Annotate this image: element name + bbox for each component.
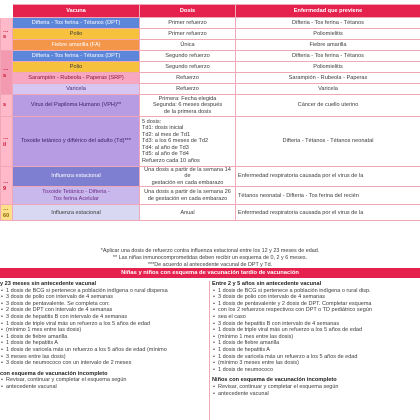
dose-cell <box>140 187 236 205</box>
disease-cell: Cáncer de cuello uterino <box>236 95 420 117</box>
dose-line: Td4: al año de Td3 <box>142 144 189 151</box>
list-item: • 3 dosis de hepatitis B con intervalo de 4 semanas <box>0 314 206 321</box>
age-label: …9 <box>3 179 9 192</box>
dose-list <box>212 384 418 397</box>
vaccine-line: Toxoide Tetánico - Difteria - <box>42 189 110 196</box>
late-schedule-left-column <box>0 281 206 391</box>
late-schedule-right-column <box>212 281 418 397</box>
section-banner: Niñas y niños con esquema de vacunación tardío de vacunación <box>0 268 420 278</box>
dose-list <box>0 288 206 367</box>
disease-cell: Difteria - Tos ferina - Tétanos <box>236 51 420 62</box>
section-heading: Entre 2 y 5 años sin antecedente vacunal <box>212 281 322 287</box>
dose-cell: Única <box>140 40 236 51</box>
list-item: • (mínimo 3 meses entre las dosis) <box>212 360 418 367</box>
dose-cell: Primer refuerzo <box>140 18 236 29</box>
header-vaccine: Vacuna <box>13 5 140 18</box>
list-item: • antecedente vacunal <box>0 384 206 391</box>
disease-cell: Varicela <box>236 84 420 95</box>
dose-line: Td2: al mes de Td1 <box>142 131 191 138</box>
footnotes <box>0 248 420 269</box>
age-group-cell <box>1 167 13 205</box>
footnote: ***De acuerdo al antecedente vacunal de DPT y Td. <box>147 262 273 268</box>
disease-cell: Difteria - Tétanos - Tétanos neonatal <box>236 117 420 167</box>
dose-line: de la primera dosis <box>163 108 212 115</box>
header-dose: Dosis <box>140 5 236 18</box>
disease-cell: Poliomielitis <box>236 62 420 73</box>
dose-line: Una dosis a partir de la semana 14 de <box>144 167 231 180</box>
list-item: • 1 dosis de hepatitis A <box>212 347 418 354</box>
disease-cell: Sarampión - Rubeola - Paperas <box>236 73 420 84</box>
dose-cell: Primer refuerzo <box>140 29 236 40</box>
section-heading: con esquema de vacunación incompleto <box>0 370 108 377</box>
column-divider <box>209 281 210 420</box>
list-item: • 1 dosis de pentavalente y 2 dosis de DPT. Completar esquema <box>212 301 418 308</box>
list-item: • 3 meses entre las dosis) <box>0 354 206 361</box>
footnote: ** Las niñas inmunocomprometidas deben recibir un esquema de 0, 2 y 6 meses. <box>112 255 308 261</box>
disease-cell: Fiebre amarilla <box>236 40 420 51</box>
dose-line: Td3: a los 6 meses de Td2 <box>142 138 209 145</box>
list-item: • 1 dosis de neumococo <box>212 367 418 374</box>
dose-line: Una dosis a partir de la semana 26 <box>144 189 231 196</box>
dose-line: Td1: dosis inicial <box>142 125 184 132</box>
vaccination-schedule-table <box>0 4 420 221</box>
list-item: • antecedente vacunal <box>212 391 418 398</box>
vaccine-cell <box>13 187 140 205</box>
dose-line: Refuerzo cada 10 años <box>142 157 200 164</box>
age-group-cell <box>1 51 13 95</box>
age-group-cell <box>1 205 13 221</box>
dose-cell: Segundo refuerzo <box>140 51 236 62</box>
disease-cell: Tétanos neonatal - Difteria - Tos ferina del recién <box>236 187 420 205</box>
list-item: • 1 dosis de varicela más un refuerzo a los 5 años de edad <box>212 354 418 361</box>
list-item: • con los 2 refuerzos respectivos con DPT o TD pediátrico según <box>212 307 418 314</box>
dose-cell: Segundo refuerzo <box>140 62 236 73</box>
disease-cell: Enfermedad respiratoria causada por el virus de la <box>236 205 420 221</box>
dose-list <box>0 377 206 390</box>
dose-cell <box>140 95 236 117</box>
list-item: • 3 dosis de polio con intervalo de 4 semanas <box>0 294 206 301</box>
dose-cell: Anual <box>140 205 236 221</box>
disease-cell: Difteria - Tos ferina - Tétanos <box>236 18 420 29</box>
vaccine-cell: Difteria - Tos ferina - Tétanos (DPT) <box>13 18 140 29</box>
vaccine-cell: Sarampión - Rubeola - Paperas (SRP) <box>13 73 140 84</box>
vaccine-line: Tos ferina Acelular <box>53 195 99 202</box>
list-item: • 1 dosis de BCG si pertenece a población indígena o rural disp. <box>212 288 418 295</box>
dose-line: Primera: Fecha elegida <box>158 95 217 102</box>
disease-cell: Enfermedad respiratoria causada por el virus de la <box>236 167 420 187</box>
footnote: *Aplicar una dosis de refuerzo contra influenza estacional entre los 12 y 23 meses de edad. <box>100 248 320 254</box>
dose-line: de gestación en cada embarazo <box>147 195 228 202</box>
list-item: • 1 dosis de fiebre amarilla <box>212 340 418 347</box>
list-item: • 1 dosis de varicela más un refuerzo a los 5 años de edad (mínimo <box>0 347 206 354</box>
vaccine-cell: Varicela <box>13 84 140 95</box>
list-item: • 2 dosis de DPT con intervalo de 4 semanas <box>0 307 206 314</box>
vaccine-cell: Polio <box>13 62 140 73</box>
age-header <box>1 5 13 18</box>
age-label: …s <box>3 27 9 40</box>
list-item: • sea el caso <box>212 314 418 321</box>
vaccine-cell: Virus del Papiloma Humano (VPH)** <box>13 95 140 117</box>
dose-line: 5 dosis: <box>142 119 162 126</box>
list-item: • Revisar, continuar y completar el esquema según <box>0 377 206 384</box>
vaccine-cell: Fiebre amarilla (FA) <box>13 40 140 51</box>
list-item: • 3 dosis de pentavalente. Se completa con: <box>0 301 206 308</box>
section-heading: Niños con esquema de vacunación incompleto <box>212 377 337 384</box>
section-heading: y 23 meses sin antecedente vacunal <box>0 281 97 287</box>
list-item: • 1 dosis de hepatitis A <box>0 340 206 347</box>
disease-cell: Poliomielitis <box>236 29 420 40</box>
age-label: s <box>3 102 7 109</box>
age-label: …il <box>3 135 9 148</box>
list-item: • 1 dosis de BCG si pertenece a población indígena o rural dispersa <box>0 288 206 295</box>
dose-line: gestación en cada embarazo <box>151 179 224 186</box>
vaccine-cell: Influenza estacional <box>13 205 140 221</box>
age-group-cell <box>1 95 13 117</box>
list-item: • 1 dosis de triple viral más un refuerzo a los 5 años de edad <box>0 321 206 328</box>
list-item: • 3 dosis de hepatitis B con intervalo de 4 semanas <box>212 321 418 328</box>
list-item: • (mínimo 1 mes entre las dosis) <box>212 334 418 341</box>
vaccine-cell: Toxoide tetánico y diftérico del adulto (Td)*** <box>13 117 140 167</box>
list-item: • (mínimo 1 mes entre las dosis) <box>0 327 206 334</box>
dose-line: Td5: al año de Td4 <box>142 151 189 158</box>
dose-list <box>212 288 418 374</box>
dose-cell: Refuerzo <box>140 84 236 95</box>
list-item: • 1 dosis de triple viral más un refuerzo a los 5 años de edad <box>212 327 418 334</box>
dose-cell <box>140 167 236 187</box>
dose-line: Segunda: 6 meses después <box>152 102 223 109</box>
dose-cell <box>140 117 236 167</box>
vaccine-cell: Difteria - Tos ferina - Tétanos (DPT) <box>13 51 140 62</box>
list-item: • 1 dosis de fiebre amarilla <box>0 334 206 341</box>
dose-cell: Refuerzo <box>140 73 236 84</box>
age-label: …60 <box>3 206 10 219</box>
list-item: • 3 dosis de polio con intervalo de 4 semanas <box>212 294 418 301</box>
vaccine-cell: Polio <box>13 29 140 40</box>
list-item: • 3 dosis de neumococo con un intervalo de 2 meses <box>0 360 206 367</box>
list-item: • Revisar, continuar y completar el esquema según <box>212 384 418 391</box>
age-group-cell <box>1 18 13 51</box>
vaccine-cell: Influenza estacional <box>13 167 140 187</box>
age-group-cell <box>1 117 13 167</box>
header-disease: Enfermedad que previene <box>236 5 420 18</box>
age-label: …s <box>3 66 9 79</box>
